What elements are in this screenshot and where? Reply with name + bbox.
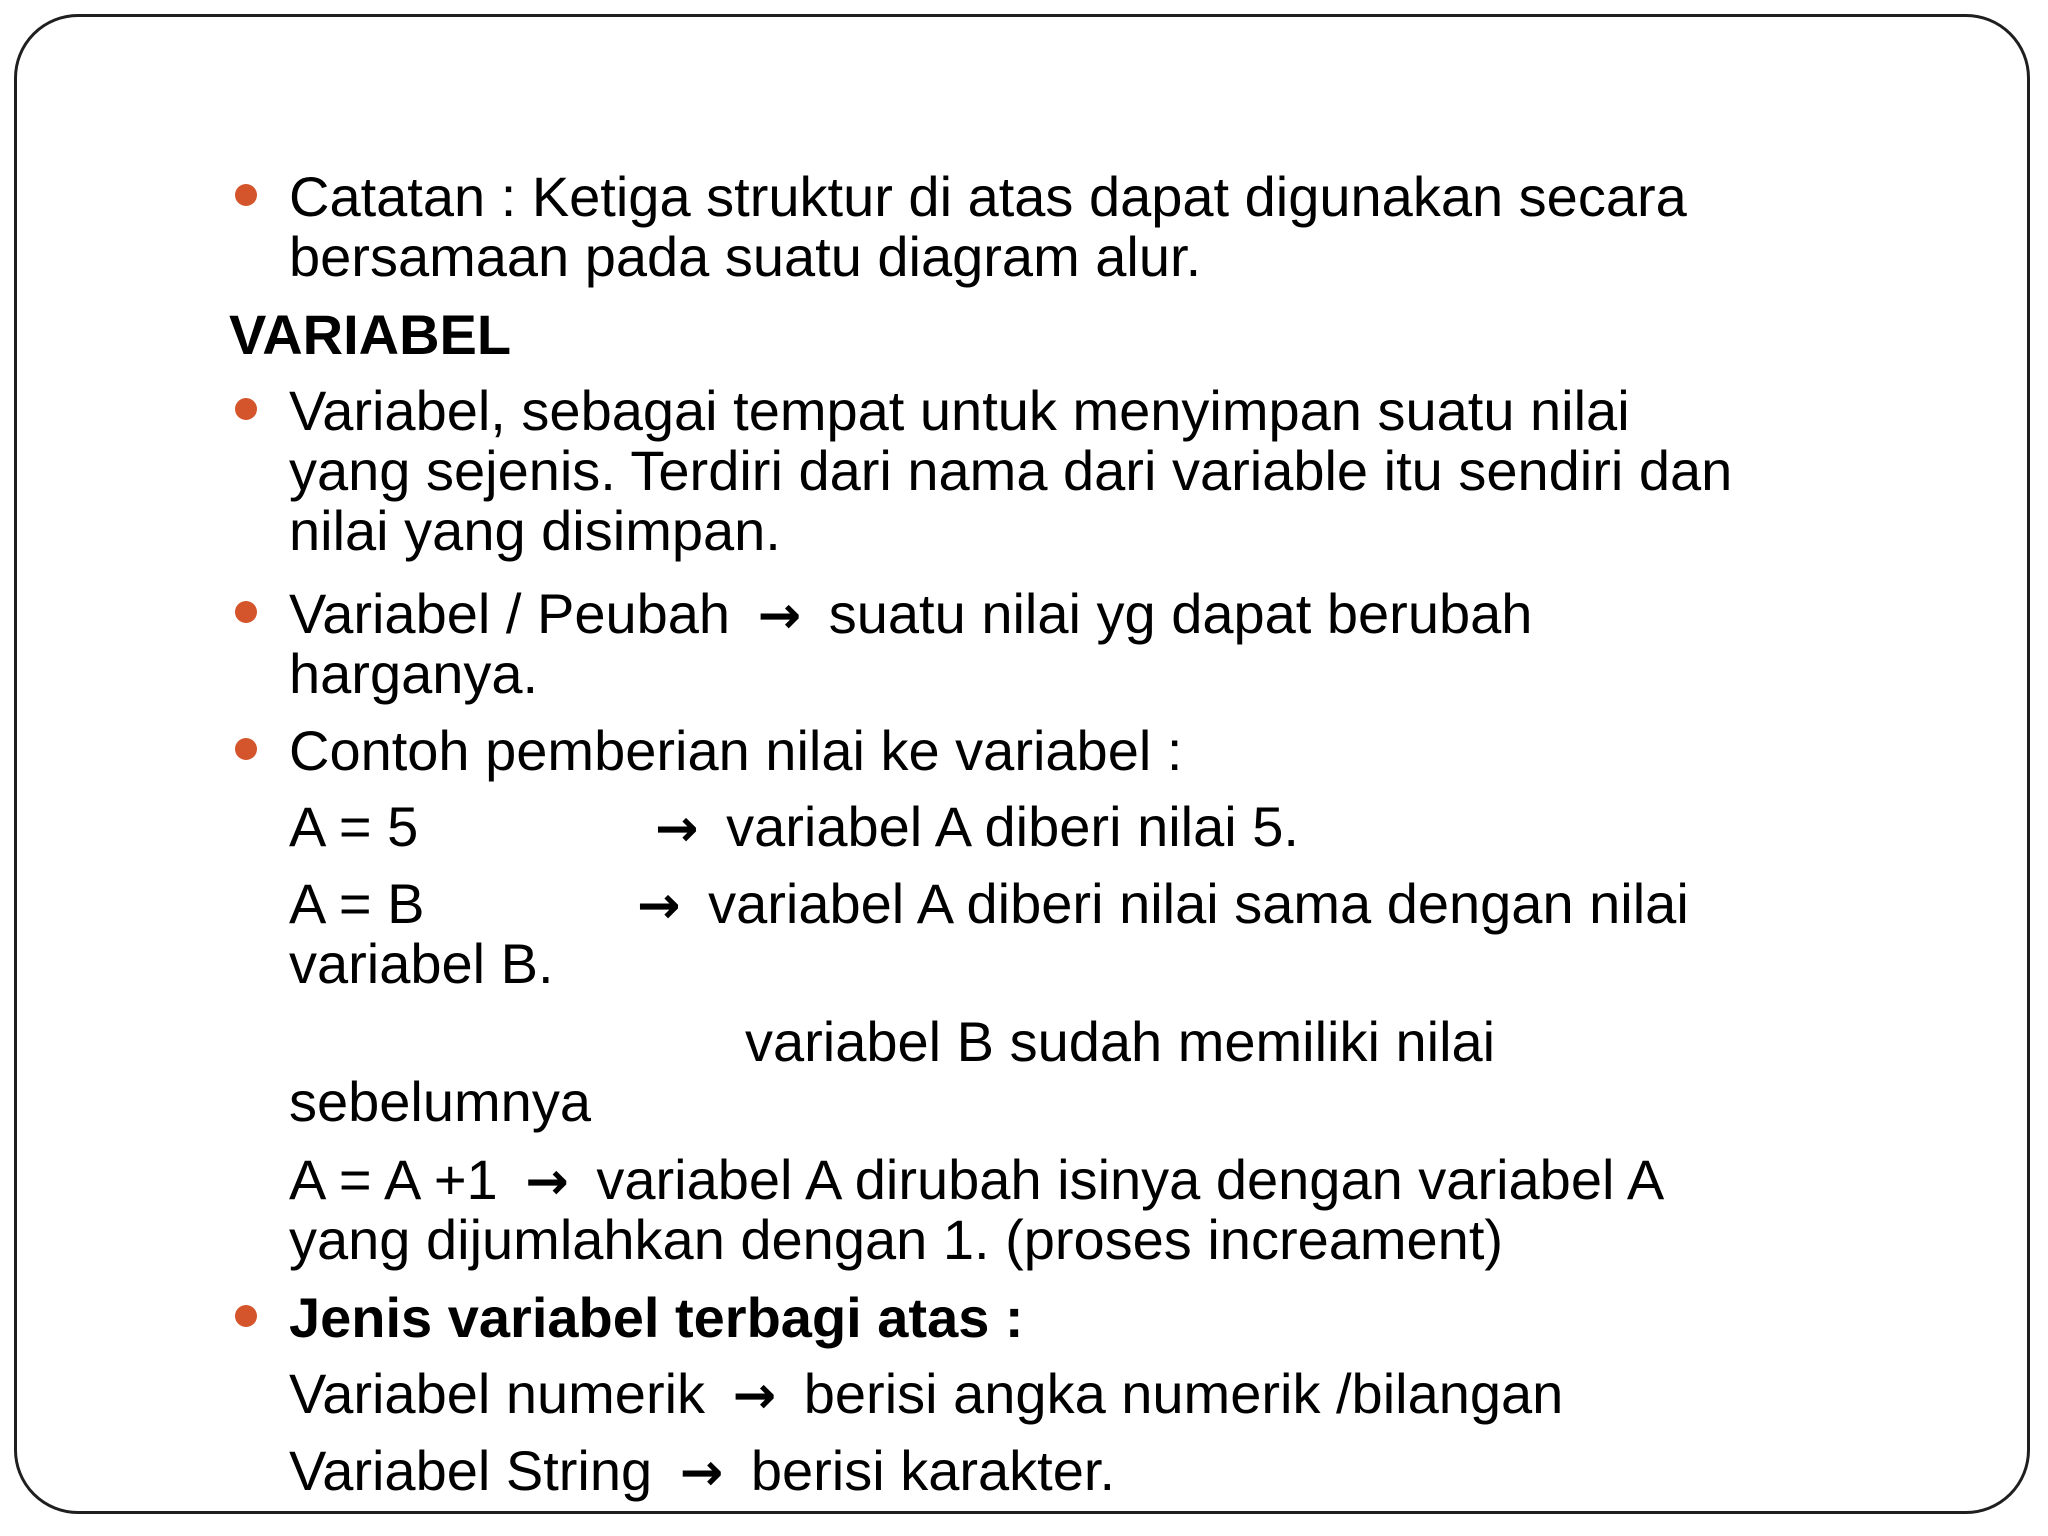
type-string-description: berisi karakter.	[750, 1439, 1115, 1502]
example-3-line-1	[289, 1150, 1664, 1212]
example-intro: Contoh pemberian nilai ke variabel :	[289, 719, 1183, 782]
type-numeric-description: berisi angka numerik /bilangan	[803, 1362, 1564, 1425]
right-arrow-icon: →	[757, 586, 802, 646]
example-2-line-2: variabel B.	[289, 932, 554, 995]
right-arrow-icon: →	[679, 1443, 724, 1503]
example-2-code: A = B	[289, 872, 425, 935]
type-string-name: Variabel String	[289, 1439, 653, 1502]
example-1-code: A = 5	[289, 795, 419, 858]
right-arrow-icon: →	[655, 799, 699, 859]
type-numeric	[289, 1364, 1563, 1426]
peubah-description: suatu nilai yg dapat berubah	[828, 582, 1533, 645]
bullet-marker	[235, 601, 257, 623]
definition-line-3: nilai yang disimpan.	[289, 499, 781, 562]
right-arrow-icon: →	[637, 876, 681, 936]
note-line-1: Catatan : Ketiga struktur di atas dapat digunakan secara	[289, 165, 1687, 228]
types-heading: Jenis variabel terbagi atas :	[289, 1286, 1024, 1349]
bullet-marker	[235, 184, 257, 206]
section-heading: VARIABEL	[229, 303, 512, 366]
peubah-term: Variabel / Peubah	[289, 582, 731, 645]
bullet-marker	[235, 738, 257, 760]
type-numeric-name: Variabel numerik	[289, 1362, 706, 1425]
right-arrow-icon: →	[732, 1366, 777, 1426]
slide-frame	[14, 14, 2030, 1514]
note-line-2: bersamaan pada suatu diagram alur.	[289, 225, 1202, 288]
example-1-description: variabel A diberi nilai 5.	[726, 795, 1299, 858]
bullet-marker	[235, 1305, 257, 1327]
definition-line-1: Variabel, sebagai tempat untuk menyimpan suatu nilai	[289, 379, 1630, 442]
type-string	[289, 1441, 1115, 1503]
example-3-description: variabel A dirubah isinya dengan variabel A	[596, 1148, 1665, 1211]
right-arrow-icon: →	[525, 1152, 569, 1212]
example-2-description: variabel A diberi nilai sama dengan nilai	[708, 872, 1689, 935]
example-2-line-3: variabel B sudah memiliki nilai	[745, 1010, 1496, 1073]
peubah-line-2: harganya.	[289, 642, 539, 705]
bullet-marker	[235, 398, 257, 420]
slide-content	[17, 17, 2027, 1511]
example-3-line-2: yang dijumlahkan dengan 1. (proses increament)	[289, 1208, 1504, 1271]
example-2-line-4: sebelumnya	[289, 1070, 591, 1133]
example-2-explanation	[637, 874, 1689, 936]
peubah-line-1	[289, 584, 1532, 646]
example-1-explanation	[655, 797, 1299, 859]
example-3-code: A = A +1	[289, 1148, 498, 1211]
definition-line-2: yang sejenis. Terdiri dari nama dari variable itu sendiri dan	[289, 439, 1733, 502]
